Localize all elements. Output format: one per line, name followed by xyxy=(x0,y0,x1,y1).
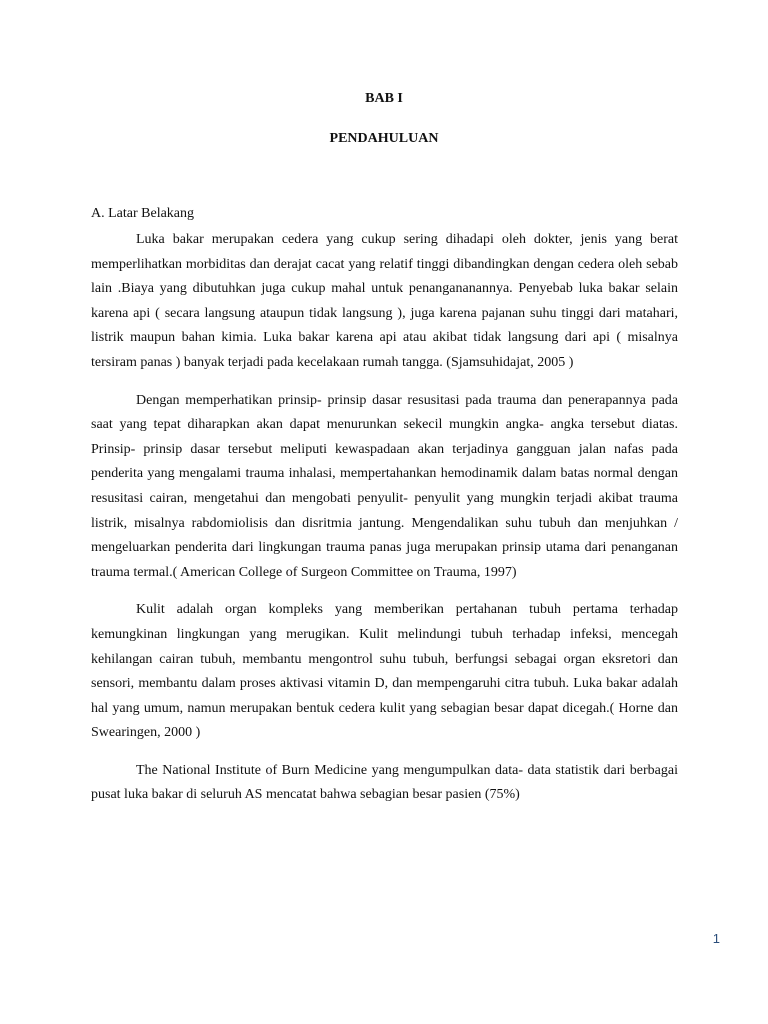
paragraph: Kulit adalah organ kompleks yang memberikan pertahanan tubuh pertama terhadap kemungkinan lingkungan yang merugikan. Kulit melindungi tubuh terhadap infeksi, mencegah kehilangan cairan tubuh, membantu mengontrol suhu tubuh, berfungsi sebagai organ eksretori dan sensori, membantu dalam proses aktivasi vitamin D, dan mempengaruhi citra tubuh. Luka bakar adalah hal yang umum, namun merupakan bentuk cedera kulit yang sebagian besar dapat dicegah.( Horne dan Swearingen, 2000 ) xyxy=(91,602,678,741)
body-text xyxy=(91,204,678,808)
section-heading: A. Latar Belakang xyxy=(91,206,195,221)
chapter-title: PENDAHULUAN xyxy=(329,131,439,146)
chapter-number: BAB I xyxy=(365,91,403,106)
paragraph: The National Institute of Burn Medicine yang mengumpulkan data- data statistik dari berbagai pusat luka bakar di seluruh AS mencatat bahwa sebagian besar pasien (75%) xyxy=(91,762,678,803)
paragraph: Dengan memperhatikan prinsip- prinsip dasar resusitasi pada trauma dan penerapannya pada saat yang tepat diharapkan akan dapat menurunkan sekecil mungkin angka- angka tersebut diatas. Prinsip- prinsip dasar tersebut meliputi kewaspadaan akan terjadinya gangguan jalan nafas pada penderita yang mengalami trauma inhalasi, mempertahankan hemodinamik dalam batas normal dengan resusitasi cairan, mengetahui dan mengobati penyulit- penyulit yang mungkin terjadi akibat trauma listrik, misalnya rabdomiolisis dan disritmia jantung. Mengendalikan suhu tubuh dan menjuhkan / mengeluarkan penderita dari lingkungan trauma panas juga merupakan prinsip utama dari penanganan trauma termal.( American College of Surgeon Committee on Trauma, 1997) xyxy=(91,392,678,580)
paragraph: Luka bakar merupakan cedera yang cukup sering dihadapi oleh dokter, jenis yang berat memperlihatkan morbiditas dan derajat cacat yang relatif tinggi dibandingkan dengan cedera oleh sebab lain .Biaya yang dibutuhkan juga cukup mahal untuk penangananannya. Penyebab luka bakar selain karena api ( secara langsung ataupun tidak langsung ), juga karena pajanan suhu tinggi dari matahari, listrik maupun bahan kimia. Luka bakar karena api atau akibat tidak langsung dari api ( misalnya tersiram panas ) banyak terjadi pada kecelakaan rumah tangga. (Sjamsuhidajat, 2005 ) xyxy=(91,232,678,370)
page-number: 1 xyxy=(712,931,720,946)
